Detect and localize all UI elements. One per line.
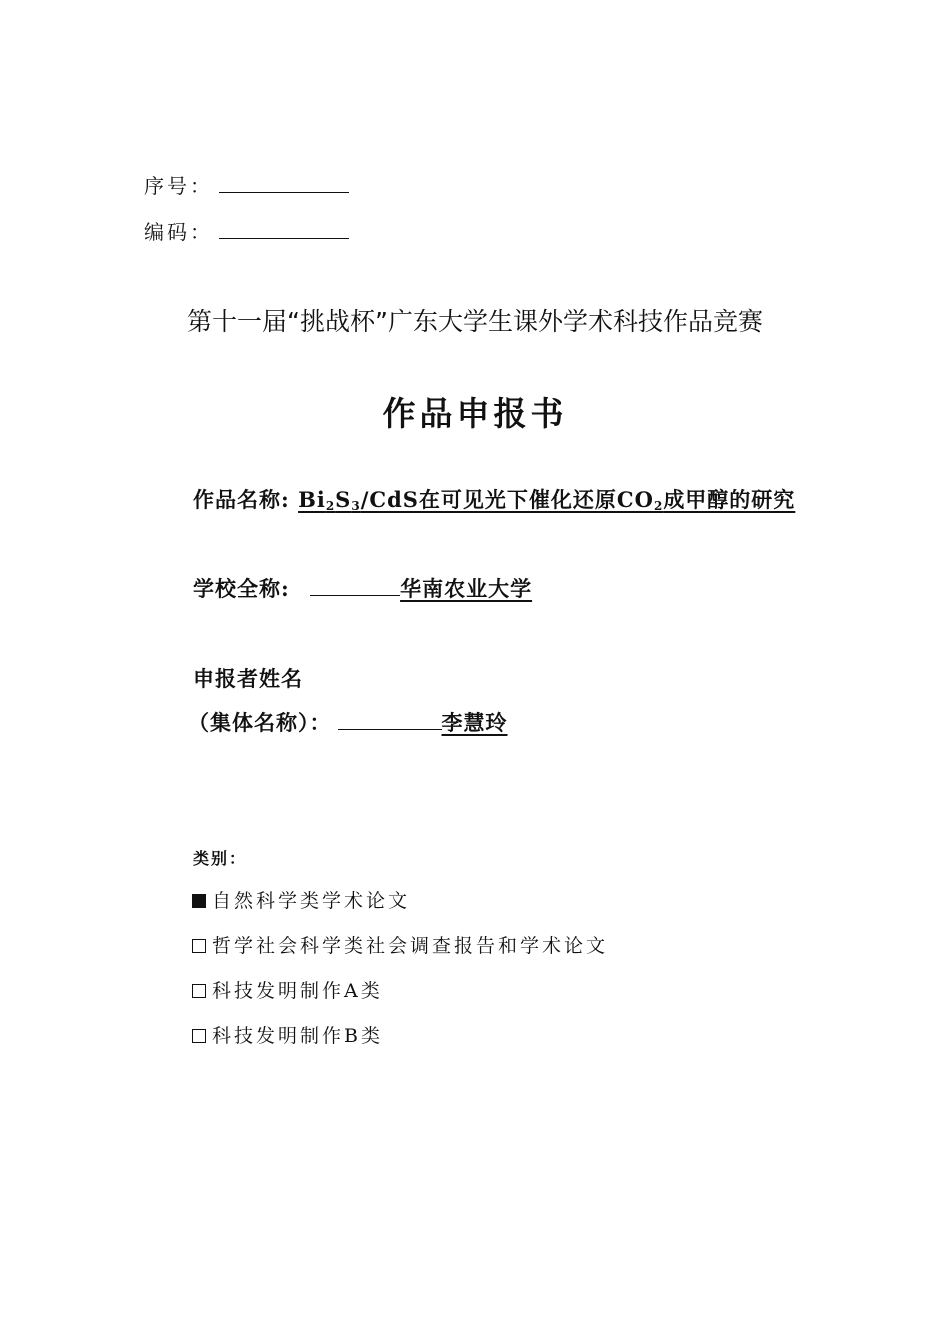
- applicant-label-line2: （集体名称）：: [188, 710, 332, 735]
- school-value: 华南农业大学: [400, 576, 533, 601]
- category-option-label: 科技发明制作B类: [212, 1025, 383, 1047]
- category-label: 类别：: [193, 849, 248, 868]
- school-label: 学校全称:: [193, 576, 290, 601]
- category-option-label: 自然科学类学术论文: [212, 890, 411, 912]
- serial-number-row: [144, 170, 349, 199]
- code-row: [144, 216, 349, 245]
- competition-title: 第十一届“挑战杯”广东大学生课外学术科技作品竞赛: [187, 307, 763, 336]
- category-option[interactable]: [192, 931, 608, 958]
- work-name-row: [193, 484, 795, 514]
- code-label: 编码：: [144, 220, 213, 244]
- work-name-value: $Bi_2S_3$/CdS在可见光下催化还原$CO_2$成甲醇的研究: [298, 487, 796, 513]
- category-option[interactable]: [192, 886, 410, 913]
- applicant-label-line1: 申报者姓名: [193, 666, 303, 691]
- code-blank[interactable]: [219, 228, 349, 239]
- applicant-row: [188, 707, 508, 737]
- school-underline: [310, 577, 400, 596]
- checked-box-icon[interactable]: [192, 894, 206, 908]
- category-option[interactable]: [192, 976, 383, 1003]
- form-title: 作品申报书: [382, 394, 568, 433]
- category-option[interactable]: [192, 1021, 383, 1048]
- category-option-label: 哲学社会科学类社会调查报告和学术论文: [212, 935, 609, 957]
- unchecked-box-icon[interactable]: [192, 1029, 206, 1043]
- serial-number-label: 序号：: [144, 174, 213, 198]
- serial-number-blank[interactable]: [219, 182, 349, 193]
- unchecked-box-icon[interactable]: [192, 984, 206, 998]
- applicant-value: 李慧玲: [441, 710, 508, 735]
- category-option-label: 科技发明制作A类: [212, 980, 383, 1002]
- applicant-underline: [338, 711, 442, 730]
- work-name-label: 作品名称:: [193, 487, 290, 512]
- unchecked-box-icon[interactable]: [192, 939, 206, 953]
- school-row: [193, 573, 532, 603]
